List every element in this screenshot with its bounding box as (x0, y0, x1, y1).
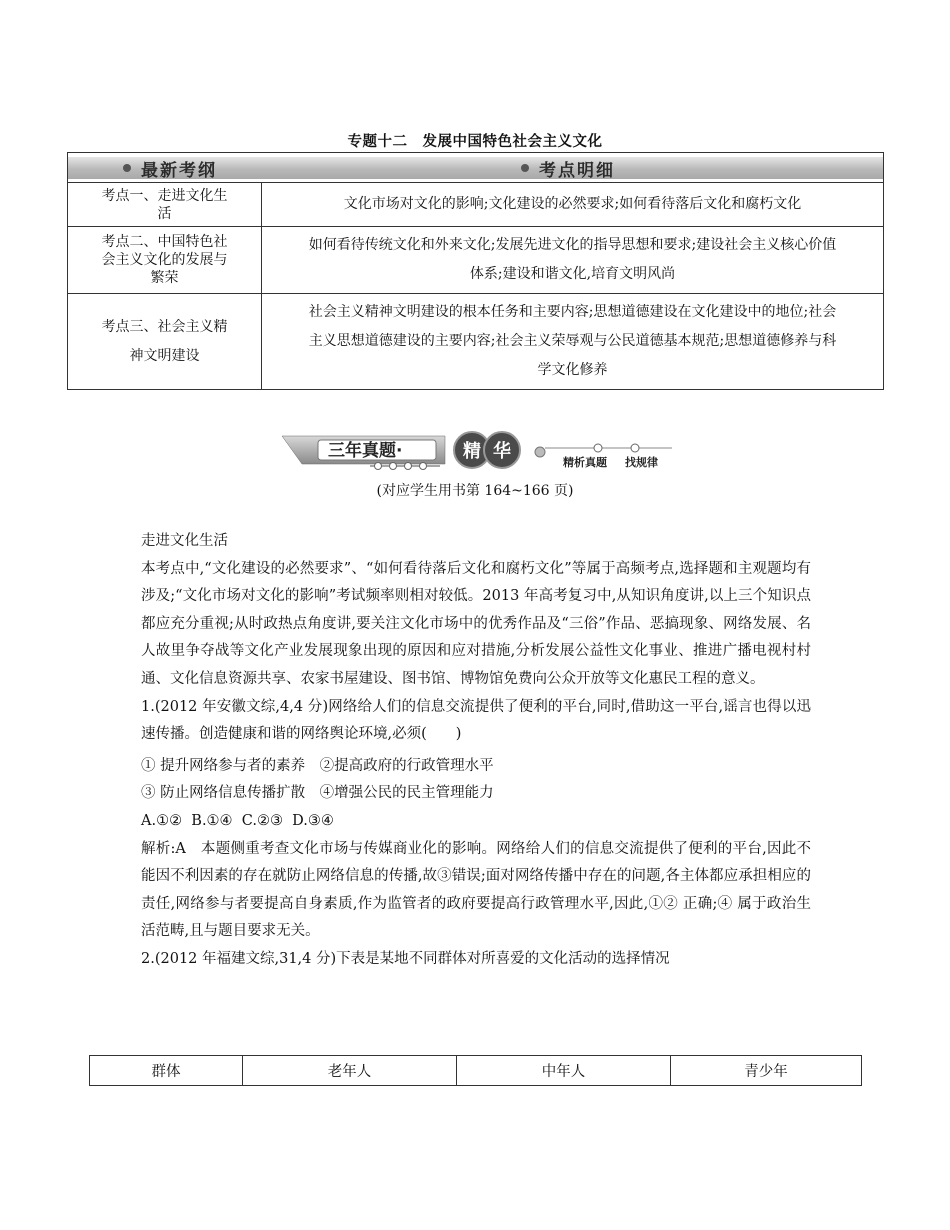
question-1-stem: 1.(2012 年安徽文综,4,4 分)网络给人们的信息交流提供了便利的平台,同时,借助这一平台,谣言也得以迅速传播。创造健康和谐的网络舆论环境,必须( ) (141, 698, 811, 743)
banner-node (420, 463, 427, 470)
banner-side-text: 找规律 (625, 456, 658, 469)
group-table-header (90, 1056, 862, 1086)
outline-header-left: 最新考纲 (141, 160, 217, 181)
page-title: 专题十二 发展中国特色社会主义文化 (347, 134, 603, 150)
banner-main-text: 三年真题· (328, 441, 403, 461)
banner-node (631, 444, 639, 452)
banner-node (405, 463, 412, 470)
question-1-analysis: 解析:A 本题侧重考查文化市场与传媒商业化的影响。网络给人们的信息交流提供了便利的平台,因此不能因不利因素的存在就防止网络信息的传播,故③错误;面对网络传播中存在的问题,各主体都应承担相应的责任,网络参与者要提高自身素质,作为监管者的政府要提高行政管理水平,因此,①② 正确;④ 属于政治生活范畴,且与题目要求无关。 (141, 840, 811, 940)
banner-node (535, 447, 545, 457)
banner-node (390, 463, 397, 470)
outline-topic: 考点二、中国特色社 会主义文化的发展与 繁荣 (68, 227, 262, 294)
question-1-option: ① 提升网络参与者的素养 ②提高政府的行政管理水平 (141, 757, 494, 774)
table-cell: 老年人 (243, 1056, 457, 1086)
outline-header-band (68, 157, 883, 179)
table-cell: 群体 (90, 1056, 243, 1086)
outline-row (68, 227, 884, 294)
table-cell: 青少年 (671, 1056, 862, 1086)
banner-side-text: 精析真题 (563, 456, 607, 469)
banner-node (594, 444, 602, 452)
question-1-choices: A.①② B.①④ C.②③ D.③④ (141, 812, 334, 829)
bullet-icon (521, 164, 529, 172)
badge-text: 精 (463, 441, 481, 462)
outline-detail: 如何看待传统文化和外来文化;发展先进文化的指导思想和要求;建设社会主义核心价值 体系;建设和谐文化,培育文明风尚 (262, 227, 884, 294)
bullet-icon (123, 164, 131, 172)
banner-node (375, 463, 382, 470)
question-1-option: ③ 防止网络信息传播扩散 ④增强公民的民主管理能力 (141, 785, 494, 802)
badge-text: 华 (493, 441, 511, 462)
intro-paragraph: 本考点中,“文化建设的必然要求”、“如何看待落后文化和腐朽文化”等属于高频考点,选择题和主观题均有涉及;“文化市场对文化的影响”考试频率则相对较低。2013 年高考复习中,从知识角度讲,以上三个知识点都应充分重视;从时政热点角度讲,要关注文化市场中的优秀作品及“三俗”作品、恶搞现象、网络发展、名人故里争夺战等文化产业发展现象出现的原因和应对措施,分析发展公益性文化事业、推进广播电视村村通、文化信息资源共享、农家书屋建设、图书馆、博物馆免费向公众开放等文化惠民工程的意义。 (141, 560, 811, 687)
section-banner (280, 428, 680, 478)
outline-header-row (68, 153, 884, 183)
outline-row (68, 183, 884, 227)
page-reference: (对应学生用书第 164~166 页) (376, 483, 574, 499)
outline-topic: 考点一、走进文化生 活 (68, 183, 262, 227)
outline-detail: 社会主义精神文明建设的根本任务和主要内容;思想道德建设在文化建设中的地位;社会 主义思想道德建设的主要内容;社会主义荣辱观与公民道德基本规范;思想道德修养与科 学文化修养 (262, 294, 884, 390)
outline-row (68, 294, 884, 390)
outline-header-right: 考点明细 (539, 160, 615, 181)
table-cell: 中年人 (457, 1056, 671, 1086)
group-table (89, 1055, 862, 1086)
outline-topic: 考点三、社会主义精 神文明建设 (68, 294, 262, 390)
question-2-stem: 2.(2012 年福建文综,31,4 分)下表是某地不同群体对所喜爱的文化活动的选择情况 (141, 950, 670, 967)
section-heading: 走进文化生活 (141, 533, 228, 549)
content-body (141, 528, 811, 974)
exam-outline-table (67, 152, 884, 390)
outline-detail: 文化市场对文化的影响;文化建设的必然要求;如何看待落后文化和腐朽文化 (262, 183, 884, 227)
